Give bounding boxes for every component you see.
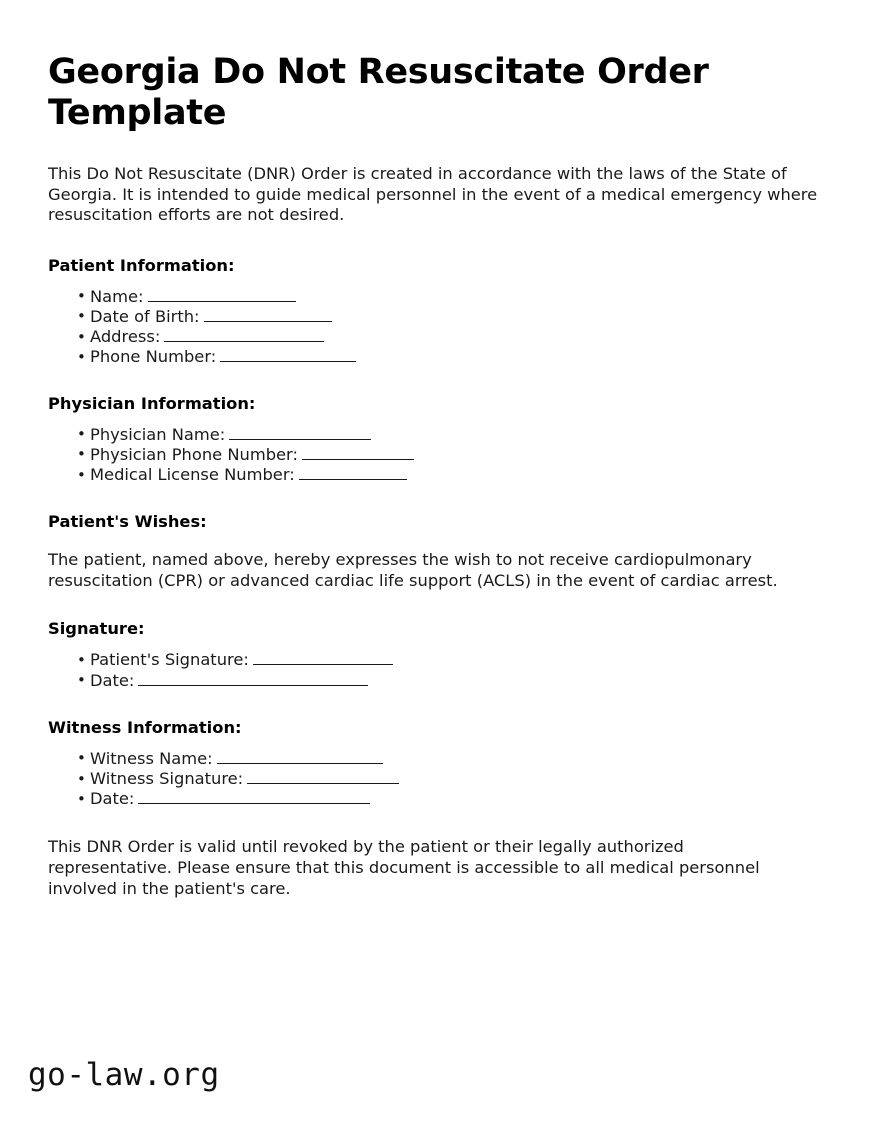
list-item (48, 465, 823, 485)
list-item (48, 650, 823, 670)
section-heading-physician-information: Physician Information: (48, 393, 256, 413)
patients-wishes-paragraph: The patient, named above, hereby expresses the wish to not receive cardiopulmonary resuscitation (CPR) or advanced cardiac life support (ACLS) in the event of cardiac arrest. (48, 550, 778, 590)
blank-line-physician-name[interactable] (229, 425, 371, 439)
field-label-witness-date: Date: (90, 789, 135, 809)
field-label-address: Address: (90, 327, 161, 347)
field-label-physician-phone-number: Physician Phone Number: (90, 444, 298, 464)
field-label-patients-signature: Patient's Signature: (90, 650, 249, 670)
signature-field-list (48, 650, 823, 690)
list-item (48, 789, 823, 809)
field-label-witness-signature: Witness Signature: (90, 769, 244, 788)
blank-line-phone-number[interactable] (220, 348, 356, 362)
intro-paragraph: This Do Not Resuscitate (DNR) Order is created in accordance with the laws of the State of Georgia. It is intended to guide medical personnel in the event of a medical emergency where resuscitation efforts are not desired. (48, 164, 818, 225)
patient-information-field-list (48, 287, 823, 368)
section-heading-patient-information: Patient Information: (48, 255, 235, 275)
list-item (48, 769, 823, 789)
blank-line-witness-date[interactable] (138, 790, 370, 804)
closing-paragraph: This DNR Order is valid until revoked by the patient or their legally authorized representative. Please ensure that this document is accessible to all medical personnel involved in the patient's care. (48, 837, 760, 898)
field-label-name: Name: (90, 286, 144, 306)
section-heading-witness-information: Witness Information: (48, 717, 242, 737)
list-item (48, 307, 823, 327)
blank-line-patients-signature[interactable] (253, 651, 393, 665)
blank-line-physician-phone-number[interactable] (302, 445, 414, 459)
physician-information-field-list (48, 425, 823, 486)
list-item (48, 425, 823, 445)
blank-line-witness-name[interactable] (217, 749, 383, 763)
field-label-witness-name: Witness Name: (90, 748, 213, 768)
footer-watermark: go-law.org (28, 1057, 220, 1093)
list-item (48, 445, 823, 465)
list-item (48, 287, 823, 307)
field-label-physician-name: Physician Name: (90, 424, 226, 444)
witness-information-field-list (48, 749, 823, 810)
document-content (48, 52, 823, 899)
blank-line-medical-license-number[interactable] (299, 466, 407, 480)
field-label-medical-license-number: Medical License Number: (90, 465, 295, 484)
blank-line-witness-signature[interactable] (247, 770, 399, 784)
page-title: Georgia Do Not Resuscitate Order Template (48, 52, 709, 133)
section-heading-signature: Signature: (48, 619, 145, 639)
field-label-phone-number: Phone Number: (90, 347, 217, 367)
list-item (48, 347, 823, 367)
field-label-date-of-birth: Date of Birth: (90, 306, 200, 326)
list-item (48, 749, 823, 769)
blank-line-name[interactable] (148, 287, 296, 301)
section-heading-patients-wishes: Patient's Wishes: (48, 512, 207, 532)
list-item (48, 327, 823, 347)
blank-line-address[interactable] (164, 328, 324, 342)
blank-line-signature-date[interactable] (138, 671, 368, 685)
blank-line-date-of-birth[interactable] (204, 308, 332, 322)
list-item (48, 671, 823, 691)
field-label-signature-date: Date: (90, 670, 135, 690)
